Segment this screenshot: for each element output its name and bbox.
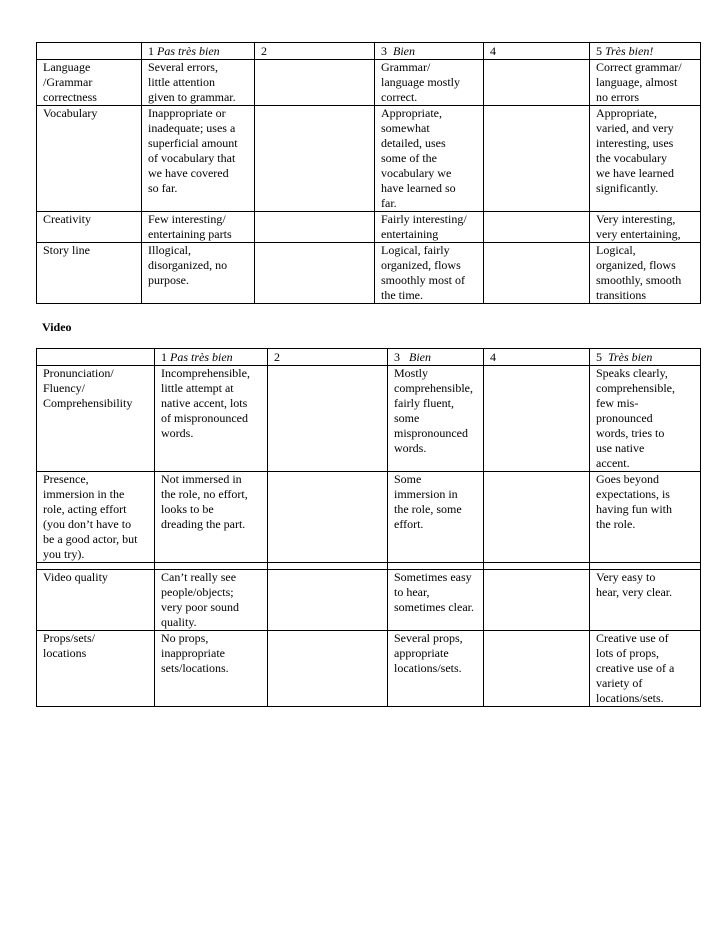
score-3-cell: Fairly interesting/ entertaining: [375, 212, 484, 243]
score-1-cell: Illogical, disorganized, no purpose.: [142, 243, 255, 304]
score-1-cell: Few interesting/ entertaining parts: [142, 212, 255, 243]
score-2-cell: [268, 472, 388, 563]
criterion-cell: Props/sets/ locations: [37, 631, 155, 707]
score-5-header: 5 Très bien: [590, 349, 701, 366]
score-1-cell: Incomprehensible, little attempt at native accent, lots of mispronounced words.: [155, 366, 268, 472]
score-3-cell: Mostly comprehensible, fairly fluent, some mispronounced words.: [388, 366, 484, 472]
score-2-cell: [268, 570, 388, 631]
score-3-cell: Sometimes easy to hear, sometimes clear.: [388, 570, 484, 631]
score-2-cell: [268, 631, 388, 707]
score-3-header: 3 Bien: [388, 349, 484, 366]
score-1-cell: Inappropriate or inadequate; uses a superficial amount of vocabulary that we have covered so far.: [142, 106, 255, 212]
score-4-cell: [484, 472, 590, 563]
score-5-cell: Very easy to hear, very clear.: [590, 570, 701, 631]
table-row: [37, 243, 701, 304]
score-4-cell: [484, 631, 590, 707]
criterion-cell: Vocabulary: [37, 106, 142, 212]
score-2-cell: [255, 60, 375, 106]
table-row: [37, 60, 701, 106]
score-1-cell: Can’t really see people/objects; very poor sound quality.: [155, 570, 268, 631]
score-5-cell: Very interesting, very entertaining,: [590, 212, 701, 243]
table-row: [37, 212, 701, 243]
score-2-cell: [268, 366, 388, 472]
score-4-cell: [484, 212, 590, 243]
score-5-cell: Correct grammar/ language, almost no errors: [590, 60, 701, 106]
score-3-cell: Some immersion in the role, some effort.: [388, 472, 484, 563]
score-5-cell: Appropriate, varied, and very interesting, uses the vocabulary we have learned significantly.: [590, 106, 701, 212]
score-4-cell: [484, 60, 590, 106]
criterion-cell: Presence, immersion in the role, acting effort (you don’t have to be a good actor, but you try).: [37, 472, 155, 563]
score-4-header: 4: [484, 349, 590, 366]
rubric-header-row: [37, 43, 701, 60]
criterion-header-cell: [37, 349, 155, 366]
criterion-header-cell: [37, 43, 142, 60]
score-2-cell: [255, 212, 375, 243]
score-2-cell: [255, 106, 375, 212]
score-2-cell: [255, 243, 375, 304]
score-1-cell: No props, inappropriate sets/locations.: [155, 631, 268, 707]
table-row: [37, 472, 701, 563]
score-5-cell: Creative use of lots of props, creative use of a variety of locations/sets.: [590, 631, 701, 707]
table-row: [37, 106, 701, 212]
score-3-header: 3 Bien: [375, 43, 484, 60]
score-1-cell: Not immersed in the role, no effort, looks to be dreading the part.: [155, 472, 268, 563]
table-row: [37, 366, 701, 472]
score-2-header: 2: [268, 349, 388, 366]
section-title: Video: [42, 320, 72, 334]
score-5-cell: Logical, organized, flows smoothly, smooth transitions: [590, 243, 701, 304]
score-1-header: 1 Pas très bien: [155, 349, 268, 366]
score-4-cell: [484, 243, 590, 304]
criterion-cell: Story line: [37, 243, 142, 304]
score-3-cell: Grammar/ language mostly correct.: [375, 60, 484, 106]
table-row: [37, 631, 701, 707]
score-5-cell: Speaks clearly, comprehensible, few mis- pronounced words, tries to use native accent.: [590, 366, 701, 472]
criterion-cell: Creativity: [37, 212, 142, 243]
score-1-cell: Several errors, little attention given to grammar.: [142, 60, 255, 106]
table-row: [37, 570, 701, 631]
score-1-header: 1 Pas très bien: [142, 43, 255, 60]
score-5-cell: Goes beyond expectations, is having fun with the role.: [590, 472, 701, 563]
rubric-header-row: [37, 349, 701, 366]
score-5-header: 5 Très bien!: [590, 43, 701, 60]
writing-rubric-table: [36, 42, 701, 304]
score-4-cell: [484, 570, 590, 631]
score-3-cell: Logical, fairly organized, flows smoothly most of the time.: [375, 243, 484, 304]
score-2-header: 2: [255, 43, 375, 60]
score-4-cell: [484, 366, 590, 472]
score-4-header: 4: [484, 43, 590, 60]
video-rubric-table: [36, 348, 701, 707]
score-3-cell: Several props, appropriate locations/sets.: [388, 631, 484, 707]
criterion-cell: Video quality: [37, 570, 155, 631]
row-divider: [37, 563, 701, 570]
score-4-cell: [484, 106, 590, 212]
criterion-cell: Pronunciation/ Fluency/ Comprehensibility: [37, 366, 155, 472]
score-3-cell: Appropriate, somewhat detailed, uses some of the vocabulary we have learned so far.: [375, 106, 484, 212]
criterion-cell: Language /Grammar correctness: [37, 60, 142, 106]
